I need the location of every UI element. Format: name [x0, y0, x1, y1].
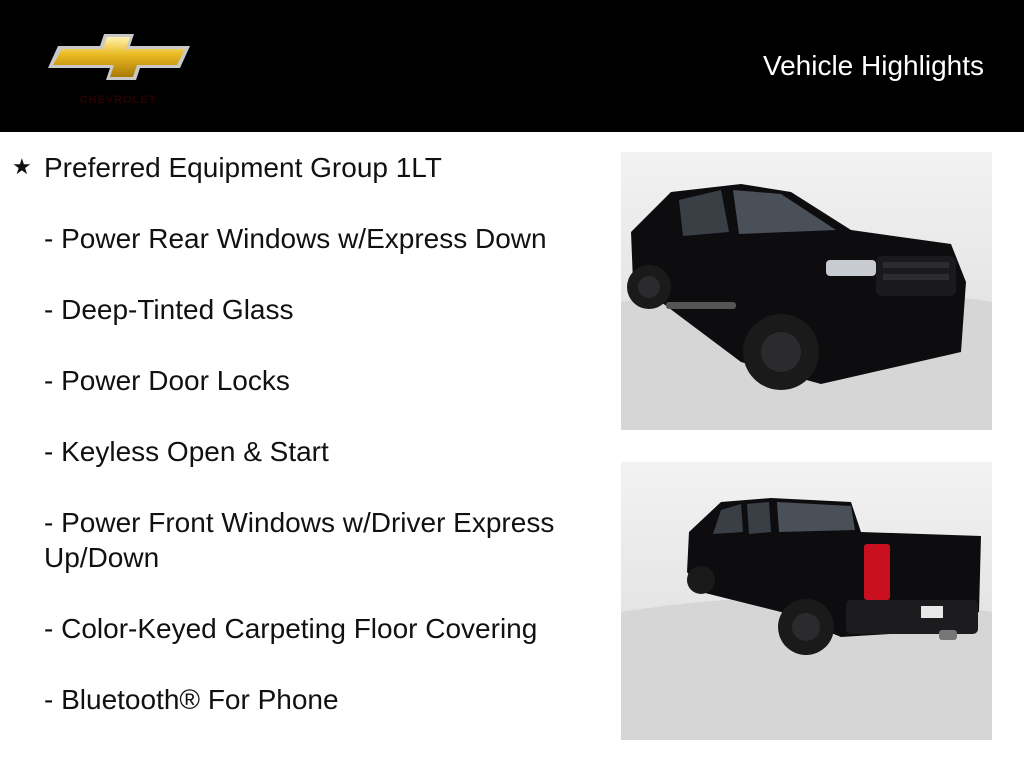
features-list	[44, 150, 584, 717]
feature-item: - Power Door Locks	[44, 365, 290, 396]
truck-rear-photo	[621, 462, 992, 740]
feature-item: - Color-Keyed Carpeting Floor Covering	[44, 613, 538, 644]
feature-item: - Deep-Tinted Glass	[44, 294, 294, 325]
page-title: Vehicle Highlights	[762, 50, 984, 81]
feature-item: - Power Front Windows w/Driver Express Up/Down	[44, 507, 555, 573]
feature-item: - Bluetooth® For Phone	[44, 684, 339, 715]
truck-front-photo	[621, 152, 992, 430]
feature-item: - Keyless Open & Start	[44, 436, 329, 467]
header-bar	[0, 0, 1024, 132]
feature-item: - Power Rear Windows w/Express Down	[44, 223, 547, 254]
star-icon: ★	[12, 154, 32, 179]
chevrolet-wordmark: CHEVROLET	[79, 94, 157, 106]
features-heading: Preferred Equipment Group 1LT	[44, 152, 442, 183]
